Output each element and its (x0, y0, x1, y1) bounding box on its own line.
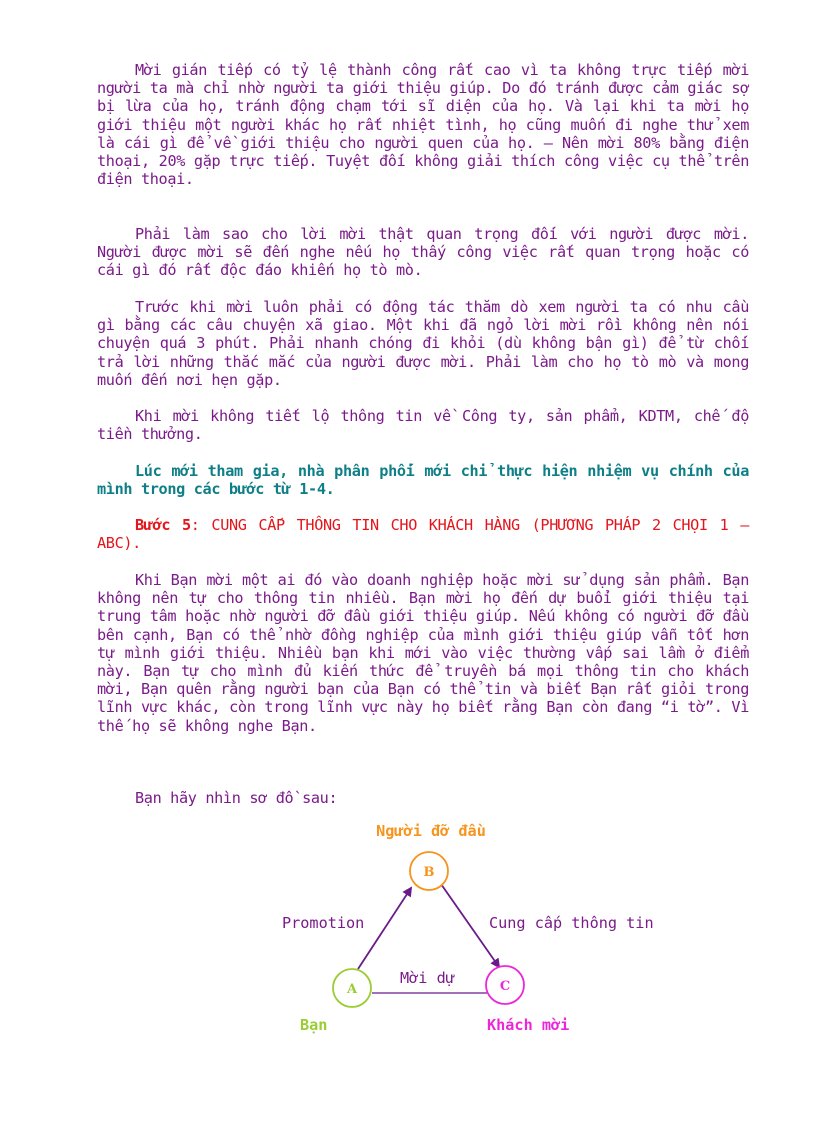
node-a-label: Bạn (300, 1016, 328, 1034)
step-5-title: : CUNG CẤP THÔNG TIN CHO KHÁCH HÀNG (PHƯƠNG PHÁP 2 CHỌI 1 – ABC). (97, 516, 749, 553)
edge-b-to-c-label: Cung cấp thông tin (489, 914, 654, 932)
node-b-letter: B (423, 865, 435, 880)
paragraph-probe-before-invite: Trước khi mời luôn phải có động tác thăm dò xem người ta có nhu cầu gì bằng các câu chuyện xã giao. Một khi đã ngỏ lời mời rồi không nên nói chuyện quá 3 phút. Phải nhanh chóng đi khỏi (dù không bận gì) để từ chối trả lời những thắc mắc của người được mời. Phải làm cho họ tò mò và mong muốn đến nơi hẹn gặp. (97, 298, 749, 389)
edge-a-to-b-label: Promotion (282, 914, 365, 932)
paragraph-see-diagram: Bạn hãy nhìn sơ đồ sau: (135, 789, 338, 807)
node-a-letter: A (346, 982, 358, 997)
edge-a-to-c-label: Mời dự (400, 969, 455, 987)
node-c-label: Khách mời (487, 1016, 570, 1034)
step-5-label: Bước 5 (135, 516, 191, 534)
edge-a-to-b-arrow (358, 888, 411, 969)
paragraph-no-disclosure: Khi mời không tiết lộ thông tin về Công ty, sản phẩm, KDTM, chế độ tiền thưởng. (97, 407, 749, 444)
paragraph-explanation: Khi Bạn mời một ai đó vào doanh nghiệp hoặc mời sử dụng sản phẩm. Bạn không nên tự cho thông tin nhiều. Bạn mời họ đến dự buổi giới thiệu tại trung tâm hoặc nhờ người đỡ đầu giới thiệu giúp. Nếu không có người đỡ đầu bên cạnh, Bạn có thể nhờ đồng nghiệp của mình giới thiệu giúp vẫn tốt hơn tự mình giới thiệu. Nhiều bạn khi mới vào việc thường vấp sai lầm ở điểm này. Bạn tự cho mình đủ kiến thức để truyền bá mọi thông tin cho khách mời, Bạn quên rằng người bạn của Bạn có thể tin và biết Bạn rất giỏi trong lĩnh vực khác, còn trong lĩnh vực này họ biết rằng Bạn còn đang “i tờ”. Vì thế họ sẽ không nghe Bạn. (97, 571, 749, 735)
paragraph-invitation-importance: Phải làm sao cho lời mời thật quan trọng đối với người được mời. Người được mời sẽ đến nghe nếu họ thấy công việc rất quan trọng hoặc có cái gì đó rất độc đáo khiến họ tò mò. (97, 225, 749, 280)
paragraph-indirect-invite: Mời gián tiếp có tỷ lệ thành công rất cao vì ta không trực tiếp mời người ta mà chỉ nhờ người ta giới thiệu giúp. Do đó tránh được cảm giác sợ bị lừa của họ, tránh động chạm tới sĩ diện của họ. Và lại khi ta mời họ giới thiệu một người khác họ rất nhiệt tình, họ cũng muốn đi nghe thử xem là cái gì để về giới thiệu cho người quen của họ. – Nên mời 80% bằng điện thoại, 20% gặp trực tiếp. Tuyệt đối không giải thích công việc cụ thể trên điện thoại. (97, 61, 749, 189)
paragraph-new-distributor-note: Lúc mới tham gia, nhà phân phối mới chỉ thực hiện nhiệm vụ chính của mình trong các bước từ 1-4. (97, 462, 749, 499)
node-b-label: Người đỡ đầu (376, 822, 486, 840)
node-c-letter: C (499, 979, 511, 994)
